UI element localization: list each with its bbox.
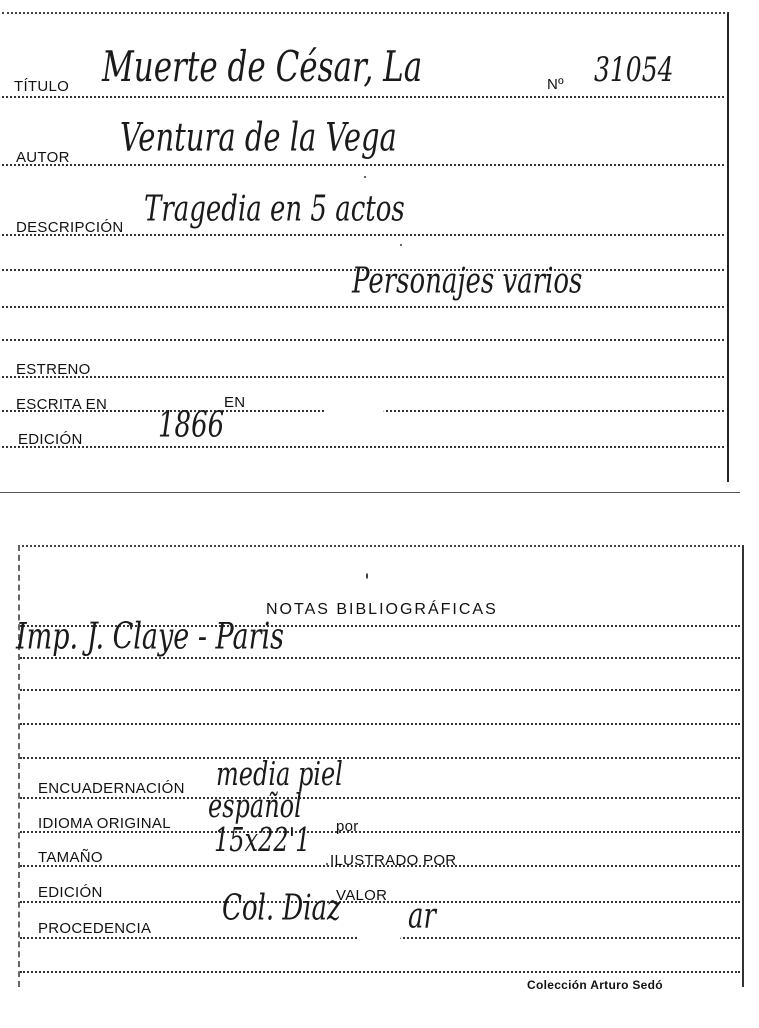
stain-blot-back	[356, 911, 402, 951]
autor-rule	[2, 164, 724, 166]
bottom-rule	[20, 971, 740, 973]
autor-value: Ventura de la Vega	[120, 114, 397, 160]
notas-rule-5	[20, 757, 740, 759]
procedencia-value: Col. Diaz	[222, 888, 341, 929]
stain-blot	[324, 382, 384, 434]
titulo-label: TÍTULO	[14, 78, 70, 95]
autor-label: AUTOR	[16, 149, 70, 166]
edicion-value: 1866	[158, 405, 225, 446]
notas-line-value: Imp. J. Claye - Paris	[16, 616, 284, 658]
edicion-rule	[2, 446, 724, 448]
escrita-en-label: ESCRITA EN	[16, 396, 108, 413]
blank-rule-2	[2, 339, 724, 341]
encuadernacion-value: media piel	[216, 755, 343, 793]
estreno-rule	[2, 376, 724, 378]
titulo-value: Muerte de César, La	[102, 43, 423, 92]
personajes-value: Personajes varios	[352, 261, 583, 302]
procedencia-suffix: ar	[408, 896, 436, 937]
tamano-value: 15x22'1	[214, 821, 311, 859]
por-label: por	[336, 818, 359, 835]
idioma-label: IDIOMA ORIGINAL	[38, 815, 171, 832]
notas-rule-3	[20, 689, 740, 691]
ilustrado-por-label: ILUSTRADO POR	[330, 852, 457, 869]
encuadernacion-label: ENCUADERNACIÓN	[38, 780, 185, 797]
blank-rule-1	[2, 306, 724, 308]
notas-rule-4	[20, 723, 740, 725]
card-separator	[0, 492, 740, 493]
numero-label: Nº	[547, 76, 564, 93]
titulo-rule	[2, 96, 724, 98]
speck	[400, 244, 402, 246]
idioma-value: español	[208, 787, 302, 825]
notas-heading: NOTAS BIBLIOGRÁFICAS	[266, 601, 498, 618]
en-label: EN	[224, 394, 246, 411]
numero-value: 31054	[594, 49, 674, 89]
speck	[326, 863, 328, 865]
encuadernacion-rule	[20, 797, 740, 799]
descripcion-value: Tragedia en 5 actos	[144, 189, 405, 230]
collection-footer: Colección Arturo Sedó	[527, 978, 663, 992]
speck	[364, 176, 366, 178]
catalog-card-back	[18, 545, 744, 987]
edicion-label: EDICIÓN	[18, 431, 83, 448]
valor-label: VALOR	[336, 887, 388, 904]
catalog-card-front	[2, 12, 729, 482]
edicion-back-label: EDICIÓN	[38, 884, 103, 901]
descripcion-label: DESCRIPCIÓN	[16, 219, 124, 236]
procedencia-label: PROCEDENCIA	[38, 920, 152, 937]
speck	[366, 573, 368, 579]
tamano-label: TAMAÑO	[38, 849, 103, 866]
estreno-label: ESTRENO	[16, 361, 91, 378]
